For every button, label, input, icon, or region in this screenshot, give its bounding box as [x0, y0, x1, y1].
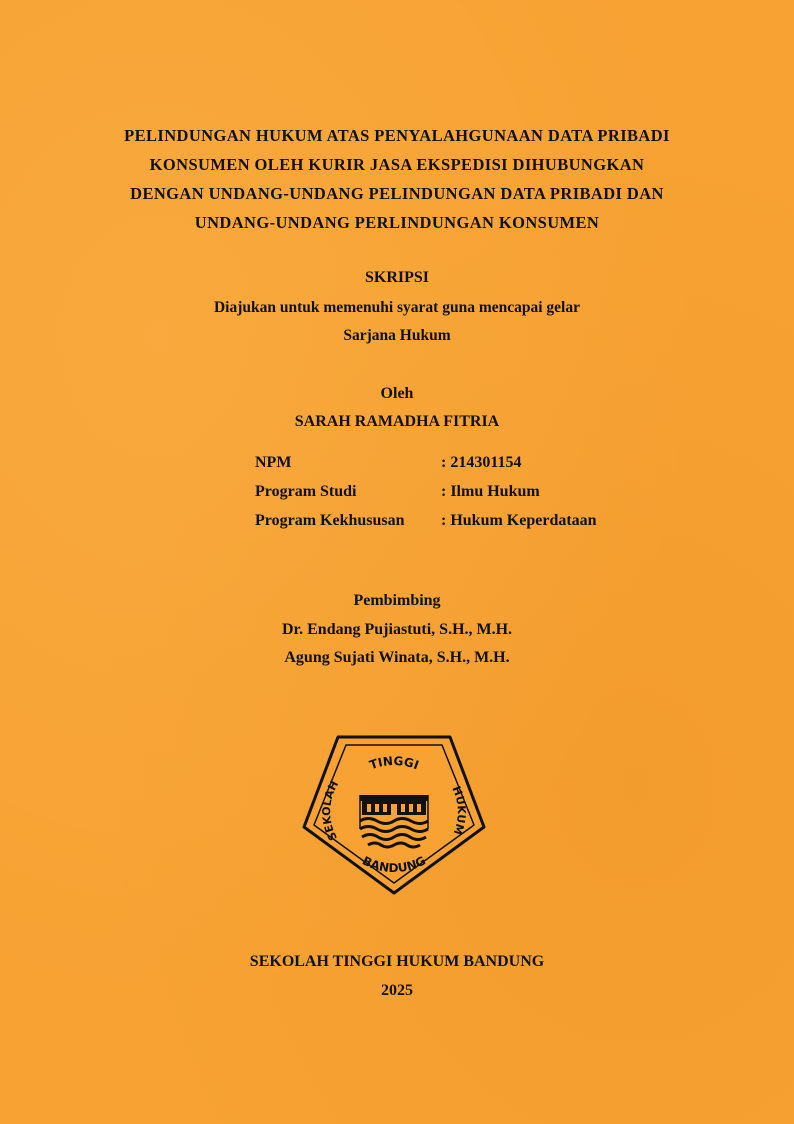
title-line-3: DENGAN UNDANG-UNDANG PELINDUNGAN DATA PRIBADI DAN	[130, 184, 664, 203]
purpose-line-2: Sarjana Hukum	[343, 327, 451, 344]
year: 2025	[381, 982, 413, 999]
info-value: : Ilmu Hukum	[441, 483, 540, 500]
info-row-program-studi	[255, 483, 540, 501]
info-row-program-kekhususan	[255, 512, 597, 530]
svg-text:BANDUNG: BANDUNG	[360, 853, 428, 876]
info-label: NPM	[255, 454, 292, 471]
advisor-2: Agung Sujati Winata, S.H., M.H.	[284, 649, 510, 666]
thesis-title	[80, 121, 714, 237]
info-value: : 214301154	[441, 454, 522, 471]
advisor-label: Pembimbing	[353, 592, 441, 609]
purpose-line-1: Diajukan untuk memenuhi syarat guna mencapai gelar	[213, 299, 580, 316]
institution-name: SEKOLAH TINGGI HUKUM BANDUNG	[249, 953, 545, 970]
title-line-1: PELINDUNGAN HUKUM ATAS PENYALAHGUNAAN DATA PRIBADI	[124, 126, 670, 145]
institution-logo	[300, 733, 488, 897]
svg-text:TINGGI: TINGGI	[367, 753, 421, 773]
info-label: Program Studi	[255, 483, 357, 500]
by-label: Oleh	[380, 385, 414, 402]
author-name: SARAH RAMADHA FITRIA	[294, 413, 500, 430]
svg-text:HUKUM: HUKUM	[449, 784, 468, 837]
title-line-4: UNDANG-UNDANG PERLINDUNGAN KONSUMEN	[194, 213, 600, 232]
advisor-1: Dr. Endang Pujiastuti, S.H., M.H.	[281, 621, 513, 638]
title-line-2: KONSUMEN OLEH KURIR JASA EKSPEDISI DIHUBUNGKAN	[149, 155, 645, 174]
info-row-npm	[255, 454, 521, 472]
svg-text:SEKOLAH: SEKOLAH	[320, 778, 342, 843]
info-label: Program Kekhususan	[255, 512, 405, 529]
info-value: : Hukum Keperdataan	[441, 512, 597, 529]
document-type: SKRIPSI	[364, 269, 430, 286]
